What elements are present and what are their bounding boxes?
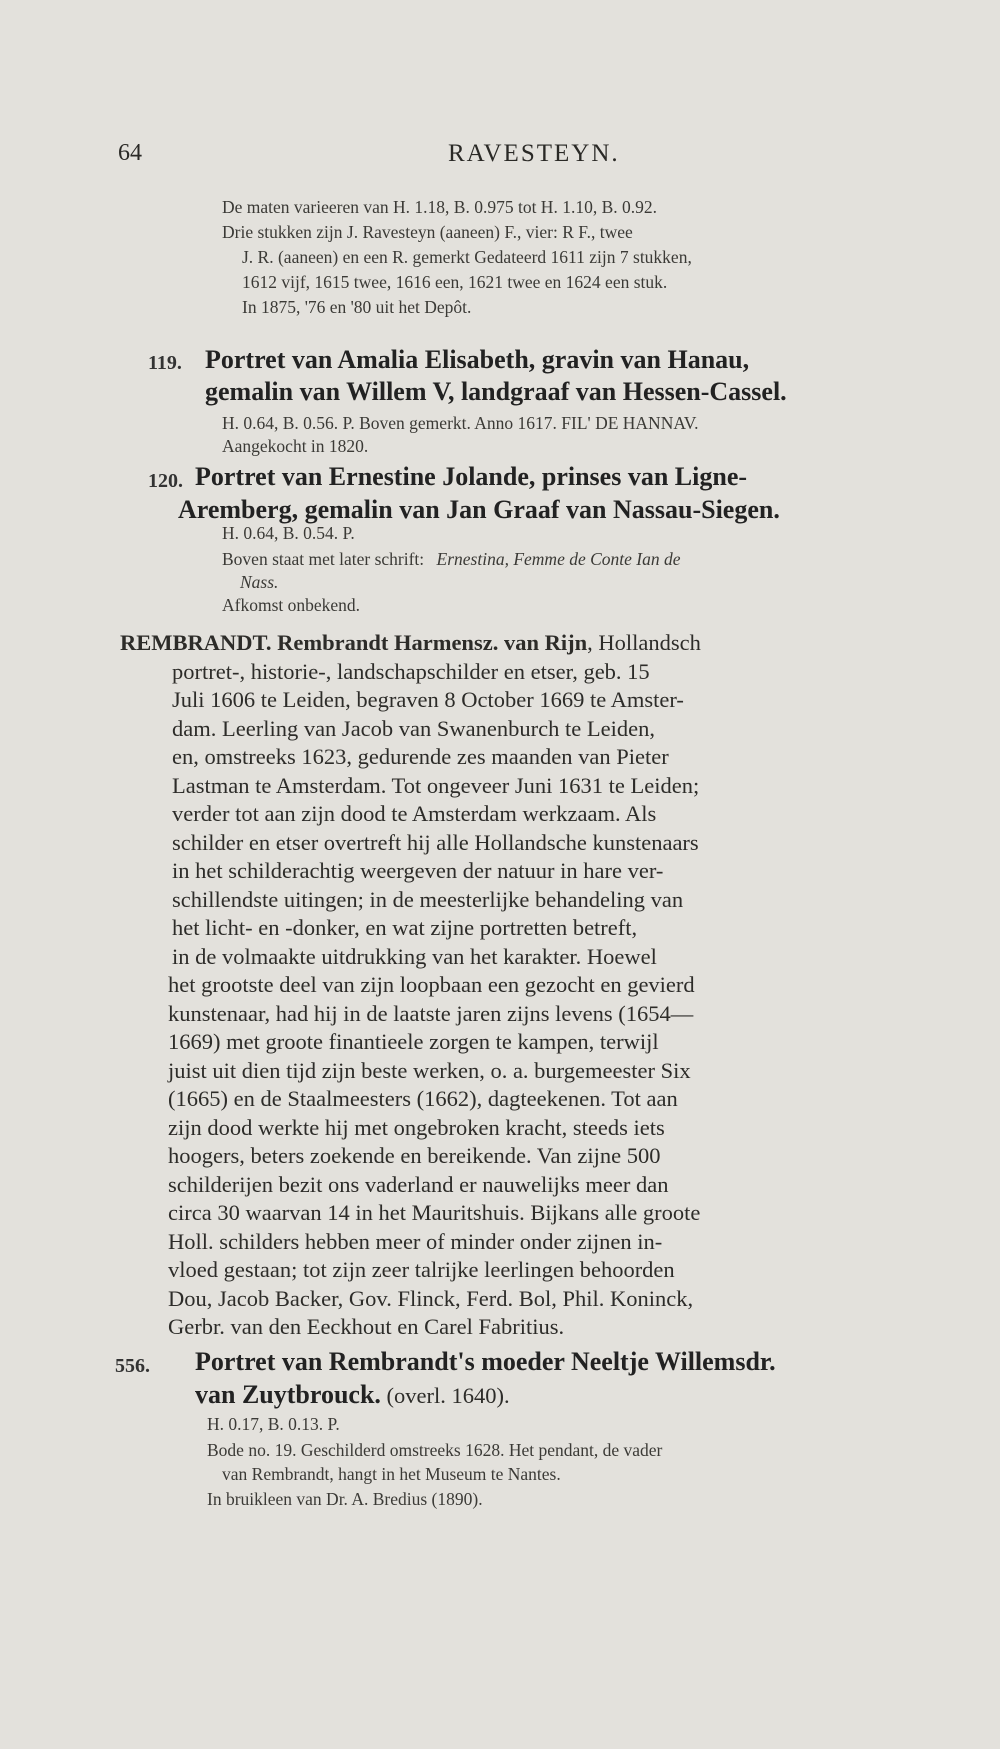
entry-provenance: Aangekocht in 1820. [222,436,369,456]
inscription-text: Ernestina, Femme de Conte Ian de [436,549,681,569]
entry-provenance: Afkomst onbekend. [222,595,361,615]
entry-dimensions: H. 0.64, B. 0.54. P. [222,523,355,543]
bio-line: Holl. schilders hebben meer of minder onder zijnen in- [168,1229,663,1254]
intro-line: Drie stukken zijn J. Ravesteyn (aaneen) F., vier: R F., twee [222,222,633,242]
bio-line: schilderijen bezit ons vaderland er nauwelijks meer dan [168,1172,669,1197]
entry-title: Aremberg, gemalin van Jan Graaf van Nassau-Siegen. [178,495,780,524]
bio-line: schillendste uitingen; in de meesterlijke behandeling van [172,887,684,912]
entry-number: 120. [148,470,183,492]
bio-line: in het schilderachtig weergeven der natuur in hare ver- [172,858,664,883]
bio-line: circa 30 waarvan 14 in het Mauritshuis. Bijkans alle groote [168,1200,701,1225]
bio-line: juist uit dien tijd zijn beste werken, o. a. burgemeester Six [168,1058,691,1083]
entry-dimensions: H. 0.64, B. 0.56. P. Boven gemerkt. Anno 1617. FIL' DE HANNAV. [222,413,699,433]
bio-line: schilder en etser overtreft hij alle Hollandsche kunstenaars [172,830,699,855]
bio-line: verder tot aan zijn dood te Amsterdam werkzaam. Als [172,801,657,826]
bio-line: in de volmaakte uitdrukking van het karakter. Hoewel [172,944,657,969]
artist-name-full: Rembrandt Harmensz. van Rijn [277,630,588,655]
bio-line: Lastman te Amsterdam. Tot ongeveer Juni 1631 te Leiden; [172,773,700,798]
entry-number: 119. [148,352,182,374]
bio-line: en, omstreeks 1623, gedurende zes maanden van Pieter [172,744,669,769]
bio-line: Gerbr. van den Eeckhout en Carel Fabritius. [168,1314,565,1339]
entry-loan: In bruikleen van Dr. A. Bredius (1890). [207,1489,483,1509]
inscription-label: Boven staat met later schrift: [222,549,425,569]
artist-name-caps: REMBRANDT. [120,630,272,655]
intro-line: De maten varieeren van H. 1.18, B. 0.975 tot H. 1.10, B. 0.92. [222,197,657,217]
intro-line: J. R. (aaneen) en een R. gemerkt Gedateerd 1611 zijn 7 stukken, [242,247,692,267]
entry-dimensions: H. 0.17, B. 0.13. P. [207,1414,340,1434]
bio-line: Juli 1606 te Leiden, begraven 8 October 1669 te Amster- [172,687,684,712]
bio-line: dam. Leerling van Jacob van Swanenburch te Leiden, [172,716,655,741]
intro-line: 1612 vijf, 1615 twee, 1616 een, 1621 twee en 1624 een stuk. [242,272,668,292]
bio-text: , Hollandsch [587,630,701,655]
bio-line: (1665) en de Staalmeesters (1662), dagteekenen. Tot aan [168,1086,678,1111]
entry-title [195,1380,510,1410]
entry-title-date: (overl. 1640). [380,1383,510,1408]
bio-line: vloed gestaan; tot zijn zeer talrijke leerlingen behoorden [168,1257,675,1282]
bio-line: hoogers, beters zoekende en bereikende. Van zijne 500 [168,1143,661,1168]
entry-title: gemalin van Willem V, landgraaf van Hessen-Cassel. [205,377,787,406]
bio-line: portret-, historie-, landschapschilder en etser, geb. 15 [172,659,650,684]
running-head [118,140,938,180]
entry-inscription [222,549,681,570]
running-title: RAVESTEYN. [448,140,620,167]
bio-line: Dou, Jacob Backer, Gov. Flinck, Ferd. Bol, Phil. Koninck, [168,1286,694,1311]
entry-title: Portret van Rembrandt's moeder Neeltje Willemsdr. [195,1347,776,1376]
bio-line: het licht- en -donker, en wat zijne portretten betreft, [172,915,638,940]
entry-title-bold: van Zuytbrouck. [195,1380,381,1409]
bio-line: het grootste deel van zijn loopbaan een gezocht en gevierd [168,972,695,997]
bio-line: kunstenaar, had hij in de laatste jaren zijns levens (1654— [168,1001,694,1026]
intro-line: In 1875, '76 en '80 uit het Depôt. [242,297,472,317]
bio-line: 1669) met groote finantieele zorgen te kampen, terwijl [168,1029,659,1054]
entry-number: 556. [115,1355,150,1377]
entry-note: van Rembrandt, hangt in het Museum te Nantes. [222,1464,561,1484]
bio-line: zijn dood werkte hij met ongebroken kracht, steeds iets [168,1115,665,1140]
artist-heading [120,632,701,655]
page-number: 64 [118,140,142,166]
inscription-text: Nass. [240,572,279,592]
entry-title: Portret van Amalia Elisabeth, gravin van Hanau, [205,345,750,374]
entry-note: Bode no. 19. Geschilderd omstreeks 1628. Het pendant, de vader [207,1440,663,1460]
entry-title: Portret van Ernestine Jolande, prinses van Ligne- [195,462,748,491]
